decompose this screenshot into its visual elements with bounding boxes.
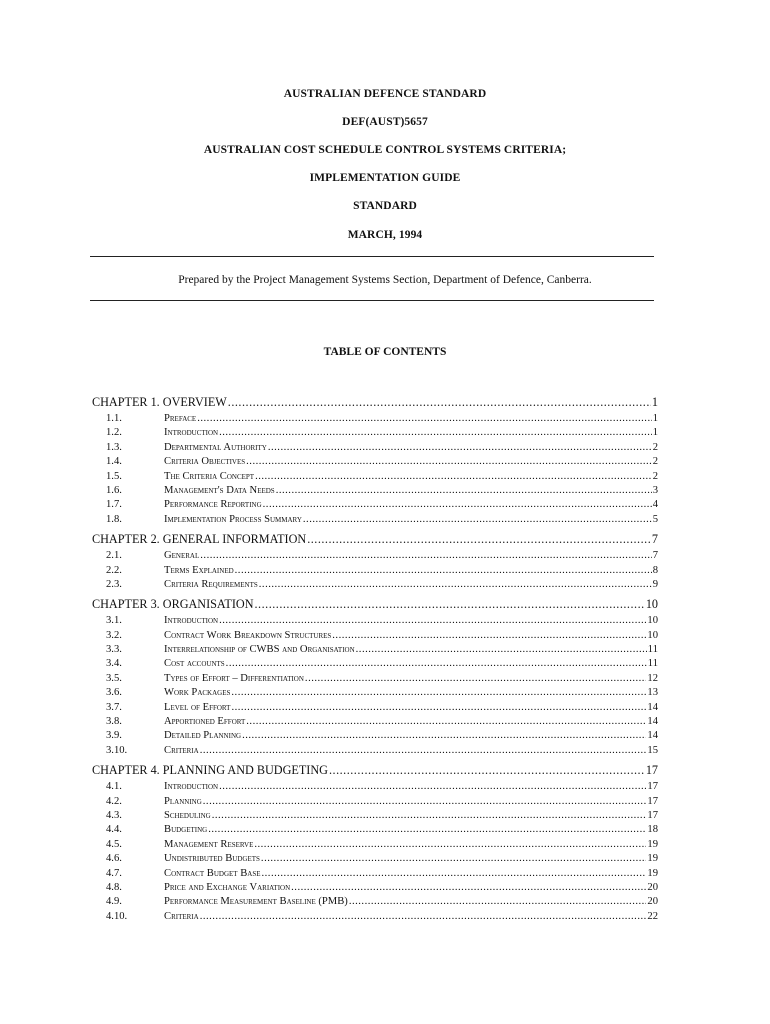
toc-entry[interactable] [92,839,658,853]
toc-page-number: 2 [652,470,658,482]
toc-entry-number: 4.4. [106,824,122,836]
toc-entry-number: 4.9. [106,896,122,908]
dot-leader [259,579,652,590]
toc-entry-title: Criteria [164,744,199,756]
toc-page-number: 1 [652,427,658,439]
dot-leader [226,658,647,669]
toc-entry-number: 4.6. [106,853,122,865]
toc-entry-number: 1.6. [106,484,122,496]
toc-entry-number: 1.5. [106,470,122,482]
dot-leader [332,630,646,641]
toc-page-number: 18 [647,824,658,836]
toc-entry-number: 1.2. [106,427,122,439]
toc-page-number: 9 [652,578,658,590]
toc-chapter[interactable] [92,532,658,550]
toc-entry-title: Apportioned Effort [164,716,246,728]
toc-entry[interactable] [92,911,658,925]
toc-entry-number: 4.8. [106,881,122,893]
toc-entry[interactable] [92,702,658,716]
toc-entry[interactable] [92,499,658,513]
toc-entry-number: 4.2. [106,795,122,807]
toc-entry-number: 3.1. [106,615,122,627]
toc-page-number: 1 [651,395,658,409]
toc-chapter-title: CHAPTER 4. PLANNING AND BUDGETING [92,763,328,778]
prepared-by-note: Prepared by the Project Management Systems Section, Department of Defence, Canberra. [178,274,592,286]
toc-entry-number: 4.7. [106,867,122,879]
toc-entry-number: 2.3. [106,578,122,590]
toc-entry-title: Management's Data Needs [164,484,275,496]
toc-entry[interactable] [92,853,658,867]
dot-leader [235,565,652,576]
toc-entry-number: 3.9. [106,730,122,742]
toc-page-number: 7 [651,532,658,547]
bottom-divider [90,300,654,301]
dot-leader [263,499,652,510]
toc-entry-number: 1.3. [106,441,122,453]
toc-entry[interactable] [92,565,658,579]
toc-page-number: 17 [647,809,658,821]
dot-leader [349,896,647,907]
toc-entry-number: 3.7. [106,701,122,713]
toc-entry-title: Detailed Planning [164,730,242,742]
toc-entry-number: 4.5. [106,838,122,850]
toc-entry[interactable] [92,485,658,499]
document-title: AUSTRALIAN COST SCHEDULE CONTROL SYSTEMS CRITERIA; [203,144,567,156]
dot-leader [197,413,651,424]
toc-entry-title: Undistributed Budgets [164,853,260,865]
toc-page-number: 22 [647,910,658,922]
toc-entry[interactable] [92,716,658,730]
toc-entry[interactable] [92,882,658,896]
toc-entry-title: Cost accounts [164,658,225,670]
toc-page-number: 10 [647,629,658,641]
toc-entry[interactable] [92,896,658,910]
toc-entry-number: 3.4. [106,658,122,670]
dot-leader [208,824,646,835]
toc-entry-title: Level of Effort [164,701,231,713]
toc-entry-title: Interrelationship of CWBS and Organisation [164,644,355,656]
toc-chapter-title: CHAPTER 1. OVERVIEW [92,395,227,409]
top-divider [90,256,654,257]
toc-entry-title: Performance Measurement Baseline (PMB) [164,896,348,908]
toc-page-number: 14 [647,701,658,713]
toc-page-number: 20 [647,896,658,908]
toc-entry[interactable] [92,615,658,629]
dot-leader [246,716,646,727]
toc-entry[interactable] [92,471,658,485]
toc-page-number: 19 [647,838,658,850]
table-of-contents [92,395,658,925]
toc-page-number: 2 [652,441,658,453]
dot-leader [219,781,646,792]
dot-leader [255,471,652,482]
toc-entry-title: Preface [164,413,197,424]
toc-entry[interactable] [92,579,658,593]
toc-page-number: 19 [647,867,658,879]
toc-entry[interactable] [92,550,658,564]
toc-entry-title: Implementation Process Summary [164,513,302,525]
toc-entry[interactable] [92,442,658,456]
toc-entry-title: Price and Exchange Variation [164,881,291,893]
dot-leader [246,456,652,467]
toc-entry-number: 4.10. [106,910,128,922]
toc-entry[interactable] [92,730,658,744]
standard-heading: AUSTRALIAN DEFENCE STANDARD [283,88,487,100]
standard-number: DEF(AUST)5657 [342,116,428,128]
dot-leader [254,839,646,850]
toc-page-number: 11 [647,644,658,656]
dot-leader [231,702,646,713]
dot-leader [228,395,651,410]
toc-page-number: 15 [647,744,658,756]
dot-leader [329,763,645,778]
dot-leader [276,485,652,496]
toc-entry-title: Management Reserve [164,838,254,850]
toc-entry[interactable] [92,644,658,658]
toc-entry[interactable] [92,456,658,470]
toc-page-number: 12 [647,672,658,684]
toc-chapter[interactable] [92,597,658,615]
toc-page-number: 13 [647,687,658,699]
toc-page-number: 17 [647,781,658,793]
toc-page-number: 8 [652,564,658,576]
toc-page-number: 11 [647,658,658,670]
toc-entry-number: 1.1. [106,413,122,424]
toc-page-number: 14 [647,730,658,742]
dot-leader [262,868,647,879]
toc-page-number: 3 [652,484,658,496]
dot-leader [200,550,651,561]
toc-page-number: 20 [647,881,658,893]
toc-entry-title: Work Packages [164,687,231,699]
toc-entry-number: 3.2. [106,629,122,641]
toc-entry[interactable] [92,514,658,528]
toc-entry-title: Contract Budget Base [164,867,261,879]
toc-page-number: 5 [652,513,658,525]
toc-entry-title: Criteria Objectives [164,456,246,468]
toc-entry[interactable] [92,630,658,644]
toc-page-number: 17 [645,763,658,778]
toc-chapter-title: CHAPTER 2. GENERAL INFORMATION [92,532,307,547]
toc-title: TABLE OF CONTENTS [323,346,447,358]
toc-page-number: 2 [652,456,658,468]
toc-entry-number: 3.10. [106,744,128,756]
dot-leader [212,810,647,821]
dot-leader [200,911,647,922]
toc-entry-number: 1.7. [106,499,122,511]
toc-entry-title: Criteria [164,910,199,922]
toc-entry-title: Contract Work Breakdown Structures [164,629,332,641]
toc-page-number: 7 [652,550,658,562]
toc-entry-title: Scheduling [164,809,211,821]
toc-entry-title: General [164,550,200,562]
toc-entry-title: Criteria Requirements [164,578,258,590]
dot-leader [242,730,646,741]
document-subtitle: IMPLEMENTATION GUIDE [309,172,461,184]
toc-entry-number: 4.3. [106,809,122,821]
toc-entry-number: 3.8. [106,716,122,728]
toc-entry-title: Planning [164,795,202,807]
toc-page-number: 14 [647,716,658,728]
dot-leader [356,644,647,655]
toc-entry-title: The Criteria Concept [164,470,255,482]
toc-entry[interactable] [92,824,658,838]
dot-leader [291,882,646,893]
toc-entry[interactable] [92,781,658,795]
toc-entry[interactable] [92,427,658,441]
toc-entry[interactable] [92,868,658,882]
toc-page-number: 4 [652,499,658,511]
toc-page-number: 10 [645,597,658,612]
document-date: MARCH, 1994 [347,229,423,241]
dot-leader [219,427,652,438]
toc-entry[interactable] [92,413,658,427]
toc-entry-number: 2.2. [106,564,122,576]
toc-chapter-title: CHAPTER 3. ORGANISATION [92,597,254,612]
toc-entry-number: 3.5. [106,672,122,684]
toc-entry[interactable] [92,673,658,687]
toc-entry-title: Introduction [164,781,219,793]
toc-chapter[interactable] [92,763,658,781]
document-type: STANDARD [353,200,417,212]
toc-entry-number: 4.1. [106,781,122,793]
toc-entry-number: 2.1. [106,550,122,562]
toc-chapter[interactable] [92,395,658,413]
toc-entry-title: Departmental Authority [164,441,267,453]
toc-entry-title: Introduction [164,615,219,627]
toc-entry[interactable] [92,658,658,672]
toc-entry-number: 3.6. [106,687,122,699]
toc-page-number: 1 [652,413,658,424]
toc-entry-title: Terms Explained [164,564,234,576]
dot-leader [231,687,646,698]
dot-leader [200,745,647,756]
toc-entry-title: Introduction [164,427,219,439]
toc-entry-title: Types of Effort – Differentiation [164,672,304,684]
dot-leader [303,514,652,525]
dot-leader [261,853,646,864]
toc-entry-number: 3.3. [106,644,122,656]
toc-page-number: 19 [647,853,658,865]
toc-entry[interactable] [92,687,658,701]
toc-entry-number: 1.8. [106,513,122,525]
dot-leader [203,796,647,807]
toc-page-number: 17 [647,795,658,807]
toc-entry-title: Budgeting [164,824,208,836]
dot-leader [219,615,646,626]
dot-leader [307,532,651,547]
dot-leader [255,597,645,612]
toc-entry[interactable] [92,745,658,759]
toc-page-number: 10 [647,615,658,627]
toc-entry-title: Performance Reporting [164,499,262,511]
toc-entry-number: 1.4. [106,456,122,468]
toc-entry[interactable] [92,810,658,824]
toc-entry[interactable] [92,796,658,810]
dot-leader [305,673,646,684]
dot-leader [268,442,652,453]
